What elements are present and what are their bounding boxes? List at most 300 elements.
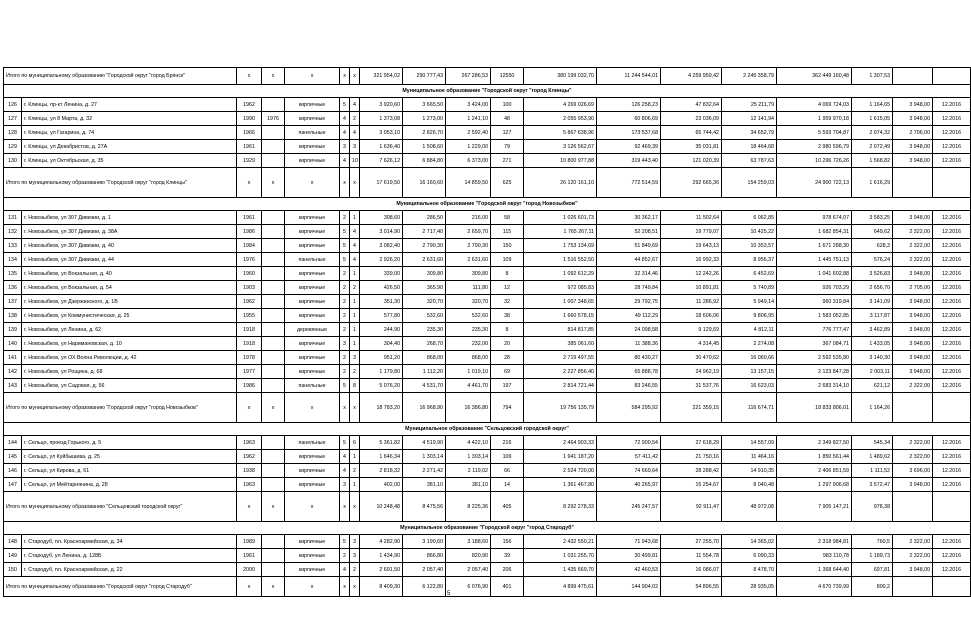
table-cell: 3 948,00 [893, 351, 933, 365]
table-cell: 12 141,94 [722, 112, 777, 126]
table-cell: 149 [4, 549, 22, 563]
table-cell: 126 [4, 98, 22, 112]
table-cell: 3 948,00 [893, 365, 933, 379]
table-cell: 2 003,11 [852, 365, 893, 379]
table-cell: 3 [340, 140, 350, 154]
table-cell: x [262, 168, 285, 198]
section-header-row [4, 85, 971, 98]
table-cell: 380 199 032,70 [524, 68, 597, 85]
section-header-row [4, 198, 971, 211]
table-cell [262, 337, 285, 351]
table-cell: 244,90 [360, 323, 403, 337]
table-cell: 1 189,73 [852, 549, 893, 563]
table-cell: 2 [340, 211, 350, 225]
table-cell: x [350, 577, 360, 597]
table-cell: 3 572,47 [852, 478, 893, 492]
table-cell: 351,30 [360, 295, 403, 309]
table-cell: 72 900,54 [597, 436, 661, 450]
table-cell: 290 777,43 [403, 68, 446, 85]
table-cell: г. Новозыбков, ул Ленина, д. 62 [22, 323, 237, 337]
table-cell: 2 656,70 [852, 281, 893, 295]
table-cell: x [285, 168, 340, 198]
table-cell [262, 126, 285, 140]
table-cell: 760,5 [852, 535, 893, 549]
table-cell: 12.2016 [933, 140, 971, 154]
table-row [4, 337, 971, 351]
table-cell: 2 322,00 [893, 549, 933, 563]
table-cell: 66 [491, 464, 524, 478]
table-cell: 8 040,48 [722, 478, 777, 492]
table-cell: 1 959 970,18 [777, 112, 852, 126]
table-cell: 426,50 [360, 281, 403, 295]
table-cell: 649,62 [852, 225, 893, 239]
table-cell: 24 962,19 [661, 365, 722, 379]
table-cell: 245 247,57 [597, 492, 661, 522]
table-cell: г. Стародуб, пл. Красноармейская, д. 34 [22, 535, 237, 549]
table-cell: 17 619,50 [360, 168, 403, 198]
table-cell: 136 [4, 281, 22, 295]
table-cell: 978 674,07 [777, 211, 852, 225]
total-label: Итого по муниципальному образованию "Сельцовский городской округ" [4, 492, 237, 522]
table-cell: 365,90 [403, 281, 446, 295]
table-cell: 1961 [237, 549, 262, 563]
table-row [4, 309, 971, 323]
table-cell: x [285, 577, 340, 597]
table-cell: 12.2016 [933, 211, 971, 225]
table-cell: 12 242,26 [661, 267, 722, 281]
table-cell: 1 850 561,44 [777, 450, 852, 464]
table-cell: 1984 [237, 239, 262, 253]
table-cell: 5 740,89 [722, 281, 777, 295]
table-cell: 545,34 [852, 436, 893, 450]
table-cell [893, 168, 933, 198]
table-cell: 1 241,10 [446, 112, 491, 126]
table-cell: x [340, 393, 350, 423]
table-cell: 868,00 [446, 351, 491, 365]
table-cell: 320,70 [403, 295, 446, 309]
table-cell: 3 [350, 140, 360, 154]
table-cell: г. Сельцо, ул Куйбышева, д. 25 [22, 450, 237, 464]
table-cell: 3 [350, 535, 360, 549]
table-cell: 1 445 751,13 [777, 253, 852, 267]
table-cell: 6 062,85 [722, 211, 777, 225]
table-cell: 14 557,09 [722, 436, 777, 450]
table-cell: г. Новозыбков, ул Садовая, д. 56 [22, 379, 237, 393]
table-cell: 1 508,60 [403, 140, 446, 154]
table-cell: 1 041 602,88 [777, 267, 852, 281]
table-cell: 309,80 [446, 267, 491, 281]
table-cell: 1966 [237, 126, 262, 140]
table-cell: 4 282,90 [360, 535, 403, 549]
table-cell: 6 122,80 [403, 577, 446, 597]
table-cell: x [237, 68, 262, 85]
table-cell: 12.2016 [933, 464, 971, 478]
table-cell: 2 322,00 [893, 225, 933, 239]
table-cell: 4 [340, 464, 350, 478]
table-cell: 27 618,29 [661, 436, 722, 450]
table-cell: 126 258,23 [597, 98, 661, 112]
table-cell: 868,00 [403, 351, 446, 365]
table-cell: 10 891,81 [661, 281, 722, 295]
table-row [4, 450, 971, 464]
table-cell: 28 288,42 [661, 464, 722, 478]
table-cell: 5 [340, 239, 350, 253]
table-cell: 12.2016 [933, 365, 971, 379]
table-cell [262, 323, 285, 337]
total-label: Итого по муниципальному образованию "Городской округ "город Стародуб" [4, 577, 237, 597]
table-cell: 1 433,05 [852, 337, 893, 351]
table-cell: 4 [350, 253, 360, 267]
table-cell [933, 577, 971, 597]
table-cell: г. Новозыбков, ул Наримановская, д. 10 [22, 337, 237, 351]
section-header-row [4, 423, 971, 436]
table-cell: 2 123 847,28 [777, 365, 852, 379]
table-row [4, 295, 971, 309]
table-cell: 111,80 [446, 281, 491, 295]
table-cell: 65 888,78 [597, 365, 661, 379]
table-cell: 54 896,55 [661, 577, 722, 597]
table-cell: 2 227 856,40 [524, 365, 597, 379]
table-cell: 12.2016 [933, 337, 971, 351]
table-cell [262, 98, 285, 112]
table-cell: кирпичные [285, 535, 340, 549]
table-cell: 1977 [237, 365, 262, 379]
table-cell: 23 036,09 [661, 112, 722, 126]
table-cell [262, 225, 285, 239]
table-cell: 1 [350, 211, 360, 225]
table-cell: 21 750,16 [661, 450, 722, 464]
table-cell: 5 361,82 [360, 436, 403, 450]
table-cell: 11 286,92 [661, 295, 722, 309]
table-row [4, 478, 971, 492]
table-cell: 48 [491, 112, 524, 126]
table-cell: 138 [4, 309, 22, 323]
table-row [4, 365, 971, 379]
table-cell: 3 [340, 337, 350, 351]
table-cell: 3 948,00 [893, 478, 933, 492]
table-cell: 12.2016 [933, 98, 971, 112]
table-cell: кирпичные [285, 549, 340, 563]
table-cell: 1 303,14 [446, 450, 491, 464]
table-cell: 2 [340, 267, 350, 281]
table-cell: кирпичные [285, 112, 340, 126]
table-cell: 6 076,90 [446, 577, 491, 597]
table-row [4, 379, 971, 393]
table-cell: 3 920,60 [360, 98, 403, 112]
table-cell [262, 281, 285, 295]
table-cell: 12.2016 [933, 450, 971, 464]
table-cell: 6 090,33 [722, 549, 777, 563]
table-cell: 121 020,39 [661, 154, 722, 168]
table-cell: 267 286,53 [446, 68, 491, 85]
table-cell: 1962 [237, 295, 262, 309]
table-cell: x [340, 68, 350, 85]
table-cell: 48 972,08 [722, 492, 777, 522]
table-cell: x [262, 577, 285, 597]
table-cell: 1 [350, 478, 360, 492]
table-cell: 268,70 [403, 337, 446, 351]
table-cell: 14 910,35 [722, 464, 777, 478]
table-cell: 319 443,40 [597, 154, 661, 168]
table-cell: 206 [491, 563, 524, 577]
table-cell: 1 019,10 [446, 365, 491, 379]
table-row [4, 267, 971, 281]
table-row [4, 436, 971, 450]
table-cell: 1 [350, 450, 360, 464]
table-cell: 381,10 [403, 478, 446, 492]
table-cell: деревянные [285, 323, 340, 337]
table-cell: 1 434,90 [360, 549, 403, 563]
table-cell: 6 [350, 436, 360, 450]
table-cell: кирпичные [285, 225, 340, 239]
table-cell: 144 904,02 [597, 577, 661, 597]
table-cell: 2 322,00 [893, 253, 933, 267]
table-cell: 6 884,80 [403, 154, 446, 168]
table-cell: 1929 [237, 154, 262, 168]
table-cell: 2 322,00 [893, 379, 933, 393]
table-cell: 1960 [237, 267, 262, 281]
table-cell: 3 188,60 [446, 535, 491, 549]
table-cell: 5 593 704,87 [777, 126, 852, 140]
table-cell: 10 [350, 154, 360, 168]
table-cell: 2 [350, 464, 360, 478]
table-cell: 2 [340, 281, 350, 295]
table-cell: 144 [4, 436, 22, 450]
table-cell: 1 373,08 [360, 112, 403, 126]
table-cell: 29 792,75 [597, 295, 661, 309]
table-cell: панельные [285, 379, 340, 393]
table-cell: 2 790,30 [403, 239, 446, 253]
table-cell: 5 [340, 98, 350, 112]
table-cell: 2 592 535,80 [777, 351, 852, 365]
table-cell: 30 499,81 [597, 549, 661, 563]
table-cell: 1 941 187,20 [524, 450, 597, 464]
table-cell: 1 489,62 [852, 450, 893, 464]
table-cell: 18 783,20 [360, 393, 403, 423]
table-cell: 100 [491, 98, 524, 112]
table-cell: 1 164,26 [852, 393, 893, 423]
table-cell: 12.2016 [933, 154, 971, 168]
table-cell: 4 [350, 239, 360, 253]
table-cell: 6 452,69 [722, 267, 777, 281]
table-cell: 8 292 278,33 [524, 492, 597, 522]
table-cell: 2 349 827,50 [777, 436, 852, 450]
table-cell: 3 948,00 [893, 323, 933, 337]
table-cell: 2 [350, 563, 360, 577]
table-cell: 32 314,46 [597, 267, 661, 281]
table-cell: 115 [491, 225, 524, 239]
table-cell: 3 665,50 [403, 98, 446, 112]
table-cell: 74 669,64 [597, 464, 661, 478]
total-row [4, 577, 971, 597]
total-row [4, 393, 971, 423]
table-cell: 2 980 596,79 [777, 140, 852, 154]
table-cell: 16 160,60 [403, 168, 446, 198]
register-table [3, 67, 971, 597]
table-cell: 44 852,67 [597, 253, 661, 267]
table-cell: 1 636,40 [360, 140, 403, 154]
table-cell: 1986 [237, 379, 262, 393]
table-cell: x [237, 393, 262, 423]
table-cell: 1 615,05 [852, 112, 893, 126]
table-cell: x [340, 577, 350, 597]
table-cell: 10 800 977,88 [524, 154, 597, 168]
table-cell [262, 253, 285, 267]
table-cell: 57 411,42 [597, 450, 661, 464]
table-row [4, 351, 971, 365]
table-cell: 2 717,40 [403, 225, 446, 239]
table-cell: 12.2016 [933, 563, 971, 577]
table-cell: 11 244 544,01 [597, 68, 661, 85]
table-cell: 10 353,57 [722, 239, 777, 253]
table-cell: 12.2016 [933, 478, 971, 492]
table-cell: 2 322,00 [893, 450, 933, 464]
table-cell: 3 948,00 [893, 211, 933, 225]
table-cell: 1 [350, 295, 360, 309]
table-cell: 79 [491, 140, 524, 154]
table-cell: 27 255,70 [661, 535, 722, 549]
table-cell: 4 812,11 [722, 323, 777, 337]
table-cell [262, 351, 285, 365]
table-cell: 577,80 [360, 309, 403, 323]
table-cell: г. Стародуб, ул Ленина, д. 128Б [22, 549, 237, 563]
table-cell: 2 524 720,00 [524, 464, 597, 478]
table-cell: 2 826,70 [403, 126, 446, 140]
table-cell: 1918 [237, 323, 262, 337]
table-cell: 11 388,36 [597, 337, 661, 351]
table-cell: кирпичные [285, 478, 340, 492]
table-cell: кирпичные [285, 140, 340, 154]
table-cell: 3 082,40 [360, 239, 403, 253]
table-cell: 1 671 288,30 [777, 239, 852, 253]
table-cell: 2 322,00 [893, 436, 933, 450]
table-cell: 20 [491, 337, 524, 351]
table-cell: 15 254,67 [661, 478, 722, 492]
table-cell: x [237, 168, 262, 198]
table-cell: г. Новозыбков, ул 307 Дивизии, д. 40 [22, 239, 237, 253]
total-row [4, 168, 971, 198]
table-cell: г. Новозыбков, ул 307 Дивизии, д. 44 [22, 253, 237, 267]
table-cell: панельные [285, 253, 340, 267]
table-cell: 34 652,79 [722, 126, 777, 140]
table-cell: 2 271,42 [403, 464, 446, 478]
table-cell: кирпичные [285, 309, 340, 323]
table-cell: 143 [4, 379, 22, 393]
table-cell: 621,12 [852, 379, 893, 393]
table-cell: 221 359,15 [661, 393, 722, 423]
table-cell: панельные [285, 126, 340, 140]
table-cell: 286,50 [403, 211, 446, 225]
table-cell: 1976 [237, 253, 262, 267]
table-cell: 4 259 959,42 [661, 68, 722, 85]
table-cell: 137 [4, 295, 22, 309]
table-cell: 1962 [237, 98, 262, 112]
table-cell: 304,40 [360, 337, 403, 351]
table-cell: г. Новозыбков, ул ОХ Волна Революции, д. 42 [22, 351, 237, 365]
table-cell: 4 [340, 126, 350, 140]
table-cell: 47 832,64 [661, 98, 722, 112]
table-cell: 5 [340, 535, 350, 549]
table-cell: 4 [340, 112, 350, 126]
table-cell: 8 [491, 267, 524, 281]
table-cell: 133 [4, 239, 22, 253]
table-cell: 1 229,00 [446, 140, 491, 154]
table-cell: г. Стародуб, пл. Красноармейская, д. 22 [22, 563, 237, 577]
table-cell: 2 [340, 351, 350, 365]
table-cell: 150 [491, 239, 524, 253]
table-cell: 3 424,00 [446, 98, 491, 112]
table-cell: 135 [4, 267, 22, 281]
table-cell: 983 110,78 [777, 549, 852, 563]
table-cell: 625 [491, 168, 524, 198]
table-cell: 92 911,47 [661, 492, 722, 522]
table-cell: 147 [4, 478, 22, 492]
table-cell: 92 469,39 [597, 140, 661, 154]
table-cell: 69 [491, 365, 524, 379]
table-cell: г. Новозыбков, ул Коммунистическая, д. 25 [22, 309, 237, 323]
table-cell: 3 053,10 [360, 126, 403, 140]
table-cell: 5 949,14 [722, 295, 777, 309]
table-cell: 12.2016 [933, 436, 971, 450]
table-cell: 12 [491, 281, 524, 295]
table-cell: 2 [340, 295, 350, 309]
table-cell: 4 670 739,99 [777, 577, 852, 597]
table-cell: 4 422,10 [446, 436, 491, 450]
table-cell: 3 948,00 [893, 309, 933, 323]
table-cell: 16 060,66 [722, 351, 777, 365]
table-cell: 5 [340, 253, 350, 267]
table-cell [262, 379, 285, 393]
table-cell: 8 225,36 [446, 492, 491, 522]
table-cell: 38 [491, 309, 524, 323]
table-cell: кирпичные [285, 154, 340, 168]
table-cell: 5 [340, 225, 350, 239]
table-cell: 18 606,06 [661, 309, 722, 323]
table-cell: г. Клинцы, пр-кт Ленина, д. 27 [22, 98, 237, 112]
total-row [4, 492, 971, 522]
section-header-row [4, 522, 971, 535]
table-cell: 362 449 160,48 [777, 68, 852, 85]
table-cell: 18 464,68 [722, 140, 777, 154]
table-cell: x [285, 393, 340, 423]
table-cell: 8 475,56 [403, 492, 446, 522]
table-cell: 130 [4, 154, 22, 168]
table-cell: г. Новозыбков, ул 307 Дивизии, д. 38А [22, 225, 237, 239]
table-cell: 7 626,12 [360, 154, 403, 168]
total-label: Итого по муниципальному образованию "Городской округ "город Брянск" [4, 68, 237, 85]
table-cell: 3 948,00 [893, 112, 933, 126]
table-cell: 794 [491, 393, 524, 423]
table-cell: кирпичные [285, 450, 340, 464]
table-cell: 2 631,60 [446, 253, 491, 267]
table-cell: 19 643,13 [661, 239, 722, 253]
table-cell [893, 492, 933, 522]
table-cell: 2 631,60 [403, 253, 446, 267]
table-cell: 30 470,62 [661, 351, 722, 365]
table-cell: 58 [491, 211, 524, 225]
table-cell: 3 948,00 [893, 154, 933, 168]
table-cell: x [350, 68, 360, 85]
table-cell: 5 [340, 379, 350, 393]
table-cell: 116 674,71 [722, 393, 777, 423]
table-cell: 2 432 550,21 [524, 535, 597, 549]
table-cell: 197 [491, 379, 524, 393]
table-cell: 146 [4, 464, 22, 478]
table-cell: 1 112,20 [403, 365, 446, 379]
table-cell [262, 211, 285, 225]
table-cell: x [350, 393, 360, 423]
table-cell [262, 464, 285, 478]
